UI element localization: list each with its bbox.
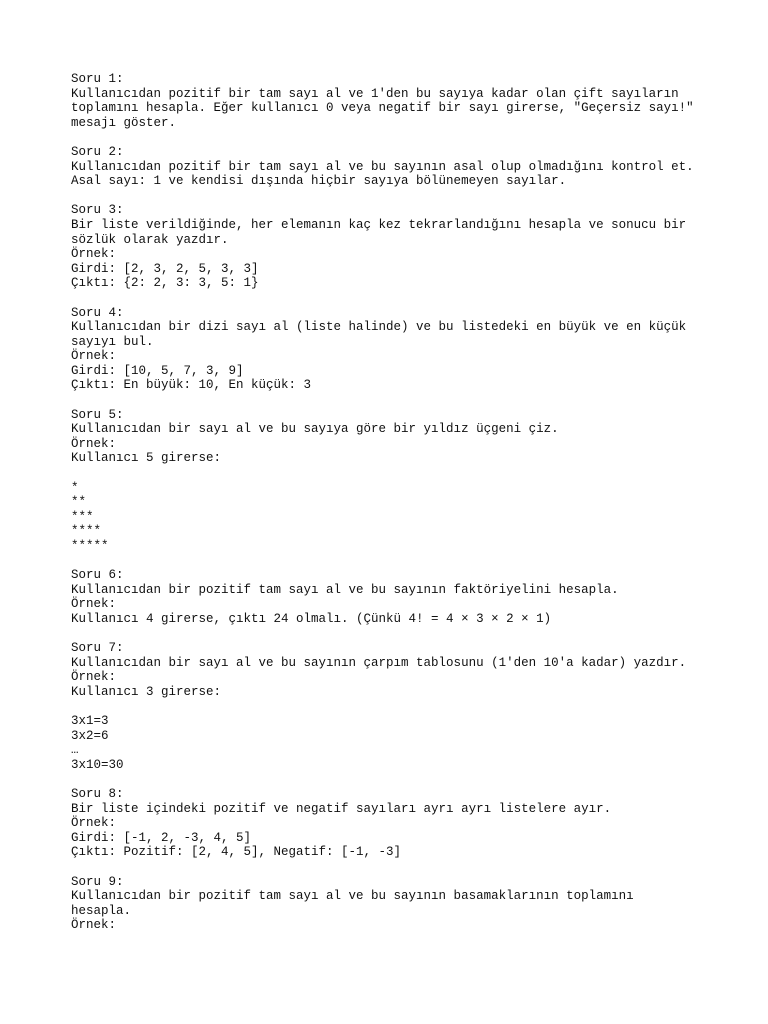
text-line: Kullanıcıdan bir sayı al ve bu sayının çarpım tablosunu (1'den 10'a kadar) yazdır. — [71, 655, 687, 670]
question-heading: Soru 4: — [71, 305, 124, 320]
table-row: 3x2=6 — [71, 728, 109, 743]
star-triangle-example — [71, 481, 731, 554]
example-label: Örnek: — [71, 816, 117, 831]
text-line: mesajı göster. — [71, 115, 177, 130]
text-line: hesapla. — [71, 903, 132, 918]
question-heading: Soru 7: — [71, 641, 124, 656]
ellipsis: … — [71, 743, 79, 758]
example-label: Örnek: — [71, 349, 117, 364]
star-row: ***** — [71, 539, 109, 553]
example-input: Girdi: [10, 5, 7, 3, 9] — [71, 363, 244, 378]
star-row: * — [71, 480, 79, 495]
question-heading: Soru 8: — [71, 787, 124, 802]
question-heading: Soru 2: — [71, 144, 124, 159]
question-3 — [71, 203, 731, 291]
example-label: Örnek: — [71, 597, 117, 612]
text-line: toplamını hesapla. Eğer kullanıcı 0 veya negatif bir sayı girerse, "Geçersiz sayı!" — [71, 101, 694, 116]
question-heading: Soru 3: — [71, 203, 124, 218]
question-8 — [71, 787, 731, 860]
text-line: Kullanıcı 3 girerse: — [71, 684, 222, 699]
question-9 — [71, 875, 731, 933]
text-line: sözlük olarak yazdır. — [71, 232, 229, 247]
document-body — [71, 72, 731, 948]
example-input: Girdi: [-1, 2, -3, 4, 5] — [71, 830, 252, 845]
question-heading: Soru 5: — [71, 407, 124, 422]
question-heading: Soru 6: — [71, 568, 124, 583]
text-line: Kullanıcıdan bir pozitif tam sayı al ve bu sayının faktöriyelini hesapla. — [71, 582, 619, 597]
text-line: Kullanıcıdan pozitif bir tam sayı al ve bu sayının asal olup olmadığını kontrol et. — [71, 159, 694, 174]
question-heading: Soru 9: — [71, 874, 124, 889]
text-line: sayıyı bul. — [71, 334, 154, 349]
text-line: Kullanıcıdan pozitif bir tam sayı al ve 1'den bu sayıya kadar olan çift sayıların — [71, 86, 679, 101]
table-row: 3x10=30 — [71, 757, 124, 772]
text-line: Kullanıcı 4 girerse, çıktı 24 olmalı. (Çünkü 4! = 4 × 3 × 2 × 1) — [71, 611, 552, 626]
text-line: Kullanıcıdan bir dizi sayı al (liste halinde) ve bu listedeki en büyük ve en küçük — [71, 320, 687, 335]
text-line: Kullanıcı 5 girerse: — [71, 451, 222, 466]
multiplication-table-example — [71, 714, 731, 772]
example-output: Çıktı: En büyük: 10, En küçük: 3 — [71, 378, 312, 393]
text-line: Kullanıcıdan bir sayı al ve bu sayıya göre bir yıldız üçgeni çiz. — [71, 422, 559, 437]
star-row: *** — [71, 509, 94, 524]
question-1 — [71, 72, 731, 130]
example-label: Örnek: — [71, 247, 117, 262]
question-6 — [71, 568, 731, 626]
example-label: Örnek: — [71, 670, 117, 685]
text-line: Bir liste içindeki pozitif ve negatif sayıları ayrı ayrı listelere ayır. — [71, 801, 612, 816]
text-line: Asal sayı: 1 ve kendisi dışında hiçbir sayıya bölünemeyen sayılar. — [71, 174, 567, 189]
question-7 — [71, 641, 731, 699]
star-row: **** — [71, 524, 102, 539]
question-2 — [71, 145, 731, 189]
table-row: 3x1=3 — [71, 714, 109, 729]
star-row: ** — [71, 495, 87, 510]
example-label: Örnek: — [71, 436, 117, 451]
question-5 — [71, 408, 731, 466]
example-label: Örnek: — [71, 918, 117, 933]
text-line: Kullanıcıdan bir pozitif tam sayı al ve bu sayının basamaklarının toplamını — [71, 889, 634, 904]
text-line: Bir liste verildiğinde, her elemanın kaç kez tekrarlandığını hesapla ve sonucu bir — [71, 217, 687, 232]
question-heading: Soru 1: — [71, 72, 124, 86]
example-output: Çıktı: Pozitif: [2, 4, 5], Negatif: [-1, -3] — [71, 845, 402, 860]
example-input: Girdi: [2, 3, 2, 5, 3, 3] — [71, 261, 259, 276]
question-4 — [71, 306, 731, 394]
example-output: Çıktı: {2: 2, 3: 3, 5: 1} — [71, 276, 259, 291]
